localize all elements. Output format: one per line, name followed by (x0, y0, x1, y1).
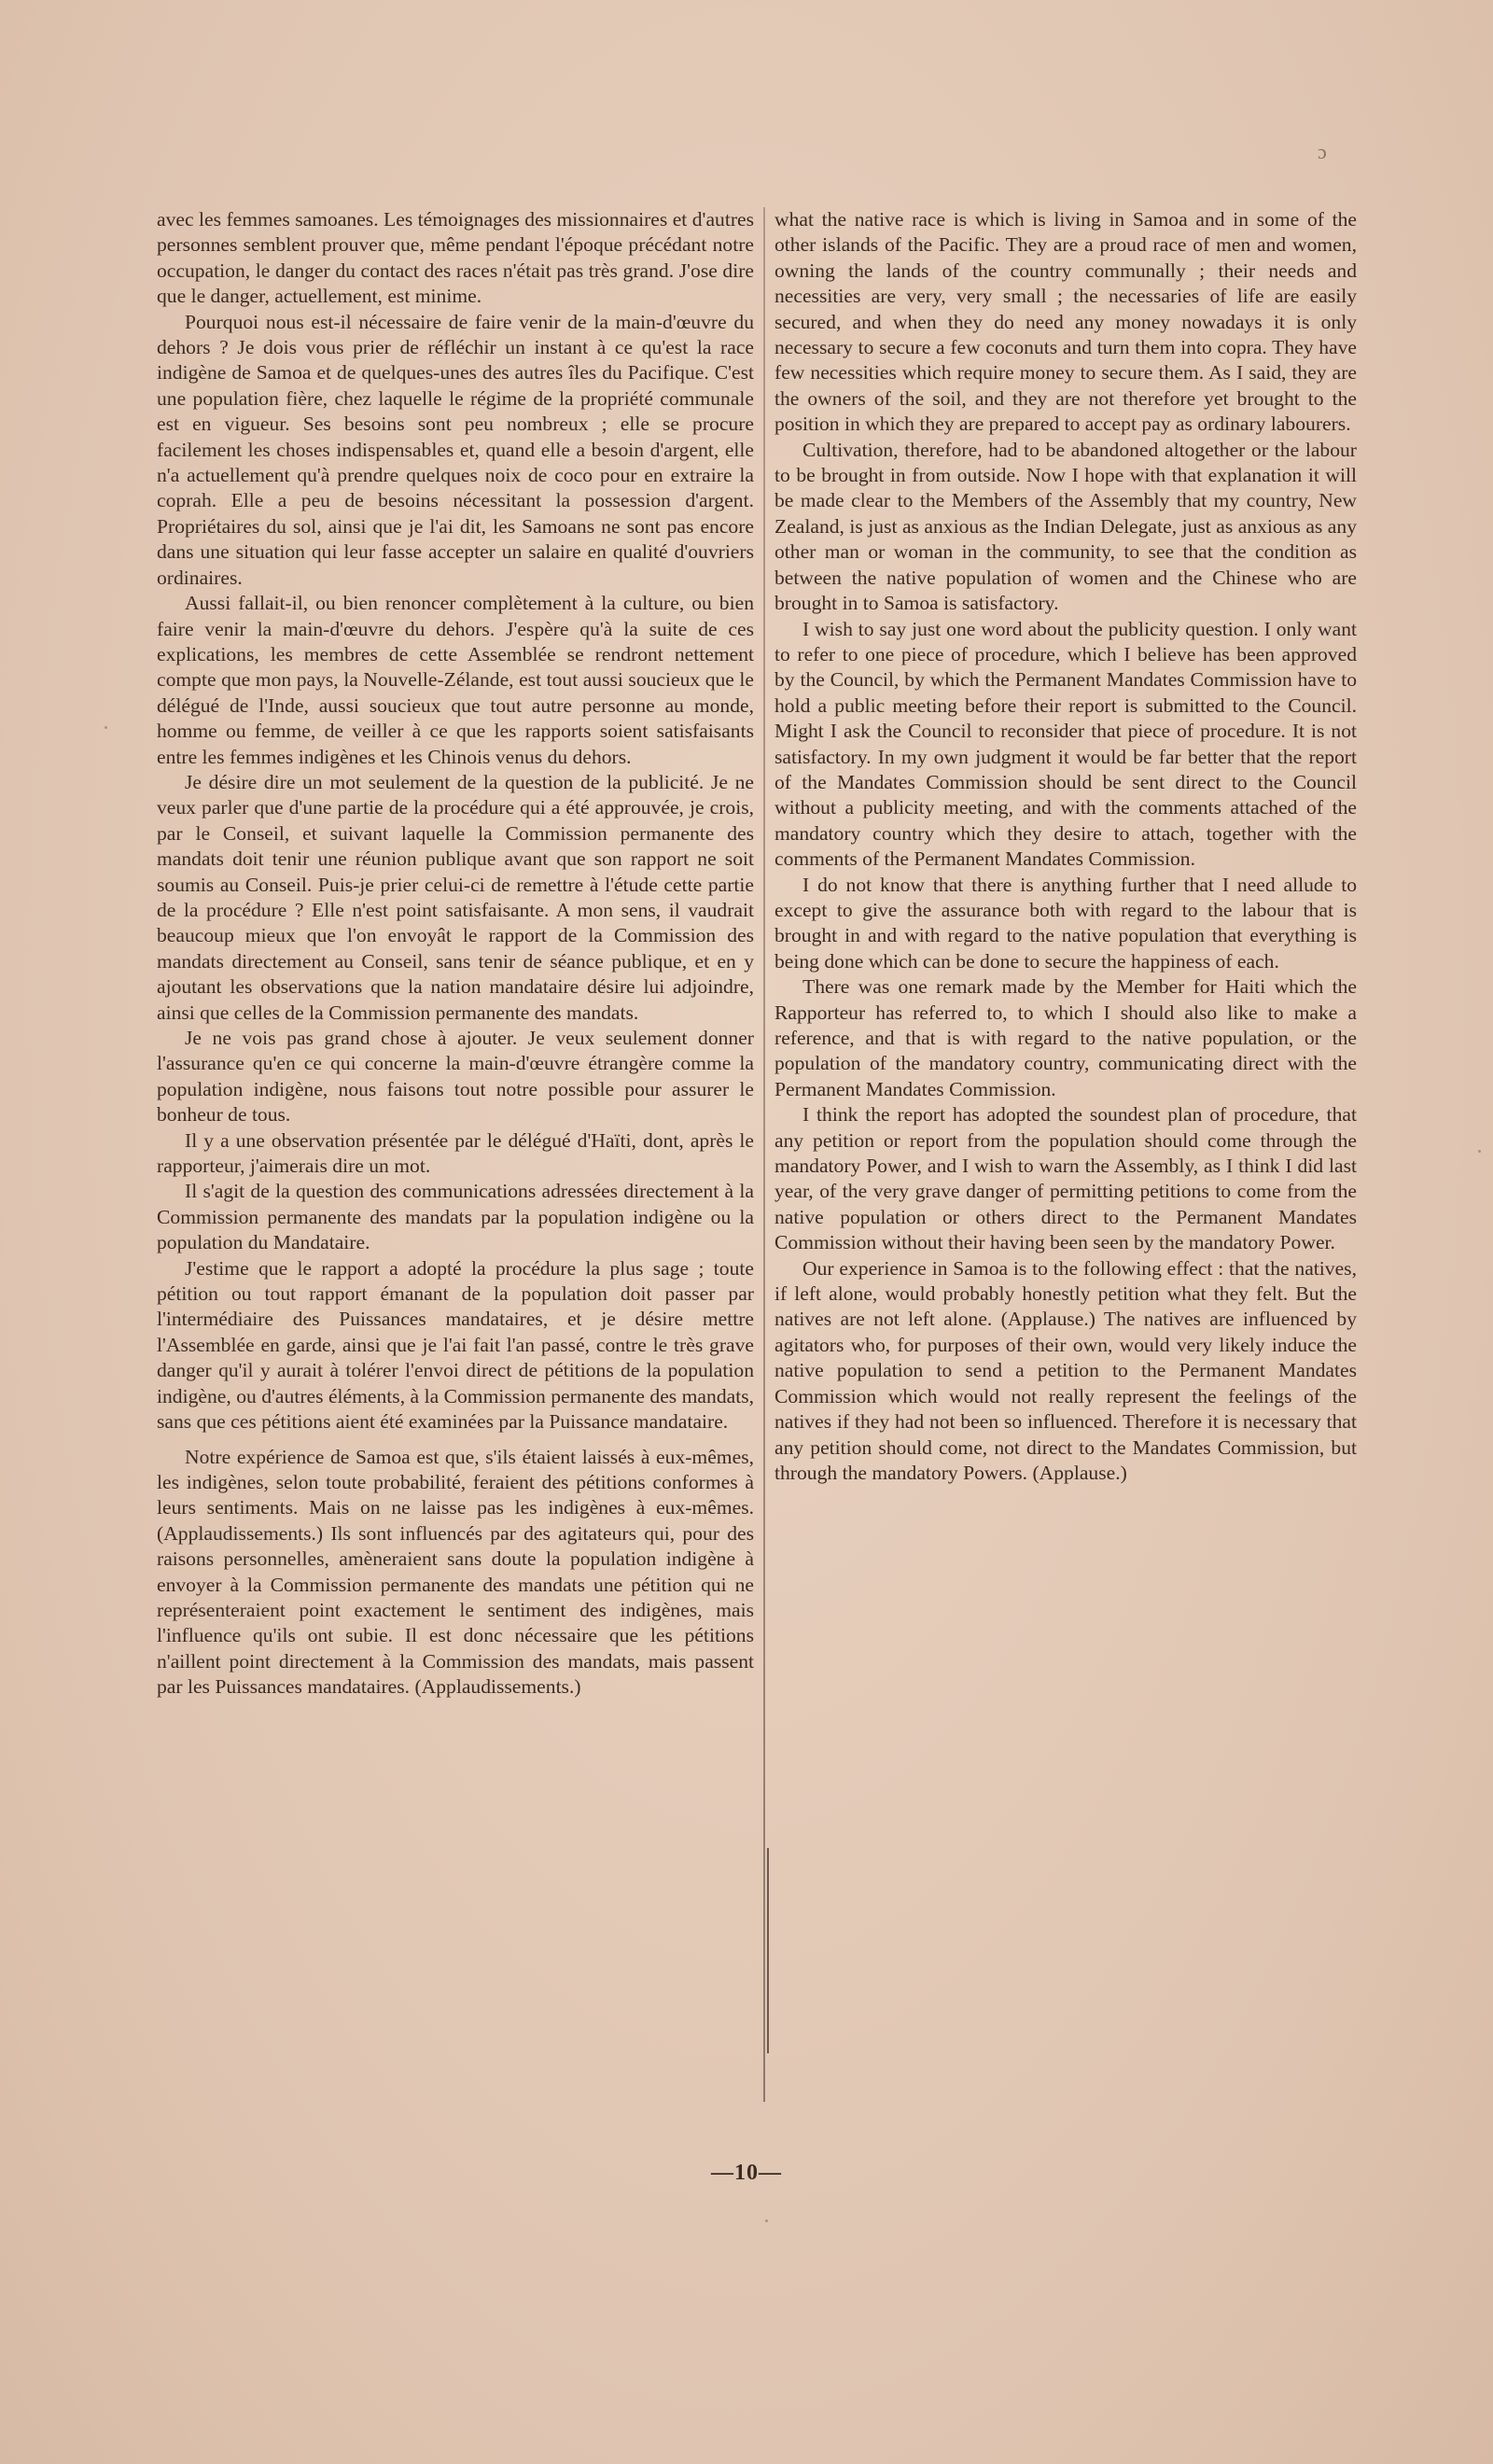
en-paragraph-5: There was one remark made by the Member for Haiti which the Rapporteur has referred to, to which I should also like to make a reference, and that is with regard to the native population, or the population of the mandatory country, communicating direct with the Permanent Mandates Commission. (774, 975, 1357, 1100)
fr-paragraph-9: Notre expérience de Samoa est que, s'ils étaient laissés à eux-mêmes, les indigènes, selon toute probabilité, feraient des pétitions conformes à leurs sentiments. Mais on ne laisse pas les indigènes à eux-mêmes. (Applaudissements.) Ils sont influencés par des agitateurs qui, pour des raisons personnelles, amèneraient sans doute la population indigène à envoyer à la Commission permanente des mandats une pétition qui ne représenteraient point exactement le sentiment des indigènes, mais l'influence qu'ils ont subie. Il est donc nécessaire que les pétitions n'aillent point directement à la Commission des mandats, mais passent par les Puissances mandataires. (Applaudissements.) (157, 1445, 754, 1699)
fr-paragraph-3: Aussi fallait-il, ou bien renoncer complètement à la culture, ou bien faire venir la main-d'œuvre du dehors. J'espère qu'à la suite de ces explications, les membres de cette Assemblée se rendront nettement compte que mon pays, la Nouvelle-Zélande, est tout aussi soucieux que le délégué de l'Inde, aussi soucieux que tout autre personne au monde, homme ou femme, de veiller à ce que les rapports soient satisfaisants entre les femmes indigènes et les Chinois venus du dehors. (157, 592, 754, 768)
paper-speck (765, 2219, 768, 2222)
en-paragraph-7: Our experience in Samoa is to the following effect : that the natives, if left alone, would probably honestly petition what they felt. But the natives are not left alone. (Applause.) The natives are influenced by agitators who, for purposes of their own, would very likely induce the native population to send a petition to the Permanent Mandates Commission which would not really represent the feelings of the natives if they had not been so influenced. Therefore it is necessary that any petition should come, not direct to the Mandates Commission, but through the mandatory Powers. (Applause.) (774, 1256, 1357, 1484)
paper-speck (105, 726, 107, 729)
corner-mark: ɔ (1318, 140, 1327, 163)
paper-speck (1478, 1150, 1481, 1153)
fr-paragraph-4: Je désire dire un mot seulement de la question de la publicité. Je ne veux parler que d'une partie de la procédure qui a été approuvée, je crois, par le Conseil, et suivant laquelle la Commission permanente des mandats doit tenir une réunion publique avant que son rapport ne soit soumis au Conseil. Puis-je prier celui-ci de remettre à l'étude cette partie de la procédure ? Elle n'est point satisfaisante. A mon sens, il vaudrait beaucoup mieux que l'on envoyât le rapport de la Commission des mandats directement au Conseil, sans tenir de séance publique, et en y ajoutant les observations que la nation mandataire désire lui adjoindre, ainsi que celles de la Commission permanente des mandats. (157, 770, 754, 1024)
fr-paragraph-8: J'estime que le rapport a adopté la procédure la plus sage ; toute pétition ou tout rapport émanant de la population doit passer par l'intermédiaire des Puissances mandataires, et je désire mettre l'Assemblée en garde, ainsi que je l'ai fait l'an passé, contre le très grave danger qu'il y aurait à tolérer l'envoi direct de pétitions de la population indigène, ou d'autres éléments, à la Commission permanente des mandats, sans que ces pétitions aient été examinées par la Puissance mandataire. (157, 1256, 754, 1434)
en-paragraph-6: I think the report has adopted the soundest plan of procedure, that any petition or report from the population should come through the mandatory Power, and I wish to warn the Assembly, as I think I did last year, of the very grave danger of permitting petitions to come from the native population or others direct to the Permanent Mandates Commission without their having been seen by the mandatory Power. (774, 1103, 1357, 1254)
fr-paragraph-5: Je ne vois pas grand chose à ajouter. Je veux seulement donner l'assurance qu'en ce qui concerne la main-d'œuvre étrangère comme la population indigène, nous faisons tout notre possible pour assurer le bonheur de tous. (157, 1027, 754, 1127)
en-paragraph-1: what the native race is which is living in Samoa and in some of the other islands of the Pacific. They are a proud race of men and women, owning the lands of the country communally ; their needs and necessities are very, very small ; the necessaries of life are easily secured, and when they do need any money nowadays it is only necessary to secure a few coconuts and turn them into copra. They have few necessities which require money to secure them. As I said, they are the owners of the soil, and they are not therefore yet brought to the position in which they are prepared to accept pay as ordinary labourers. (774, 208, 1357, 436)
column-divider (763, 207, 765, 2102)
fr-paragraph-2: Pourquoi nous est-il nécessaire de faire venir de la main-d'œuvre du dehors ? Je dois vous prier de réfléchir un instant à ce qu'est la race indigène de Samoa et de quelques-unes des autres îles du Pacifique. C'est une population fière, chez laquelle le régime de la propriété communale est en vigueur. Ses besoins sont peu nombreux ; elle se procure facilement les choses indispensables et, quand elle a besoin d'argent, elle n'a actuellement qu'à prendre quelques noix de coco pour en extraire la coprah. Elle a peu de besoins nécessitant la possession d'argent. Propriétaires du sol, ainsi que je l'ai dit, les Samoans ne sont pas encore dans une situation qui leur fasse accepter un salaire en qualité d'ouvriers ordinaires. (157, 310, 754, 589)
en-paragraph-3: I wish to say just one word about the publicity question. I only want to refer to one piece of procedure, which I believe has been approved by the Council, by which the Permanent Mandates Commission have to hold a public meeting before their report is submitted to the Council. Might I ask the Council to reconsider that piece of procedure. It is not satisfactory. In my own judgment it would be far better that the report of the Mandates Commission should be sent direct to the Council without a publicity meeting, and with the comments attached of the mandatory country which they desire to attach, together with the comments of the Permanent Mandates Commission. (774, 617, 1357, 871)
english-column (774, 207, 1357, 1486)
en-paragraph-2: Cultivation, therefore, had to be abandoned altogether or the labour to be brought in from outside. Now I hope with that explanation it will be made clear to the Members of the Assembly that my country, New Zealand, is just as anxious as the Indian Delegate, just as anxious as any other man or woman in the community, to see that the condition as between the native population of women and the Chinese who are brought in to Samoa is satisfactory. (774, 438, 1357, 615)
en-paragraph-4: I do not know that there is anything further that I need allude to except to give the assurance both with regard to the labour that is brought in and with regard to the native population that everything is being done which can be done to secure the happiness of each. (774, 873, 1357, 973)
french-column (157, 207, 754, 1701)
fr-paragraph-1: avec les femmes samoanes. Les témoignages des missionnaires et d'autres personnes semblent prouver que, même pendant l'époque précédant notre occupation, le danger du contact des races n'était pas très grand. J'ose dire que le danger, actuellement, est minime. (157, 208, 754, 308)
fr-paragraph-7: Il s'agit de la question des communications adressées directement à la Commission permanente des mandats par la population indigène ou la population du Mandataire. (157, 1180, 754, 1254)
fr-paragraph-6: Il y a une observation présentée par le délégué d'Haïti, dont, après le rapporteur, j'aimerais dire un mot. (157, 1128, 754, 1178)
column-divider-dark (767, 1848, 769, 2053)
page-number: —10— (711, 2161, 782, 2185)
